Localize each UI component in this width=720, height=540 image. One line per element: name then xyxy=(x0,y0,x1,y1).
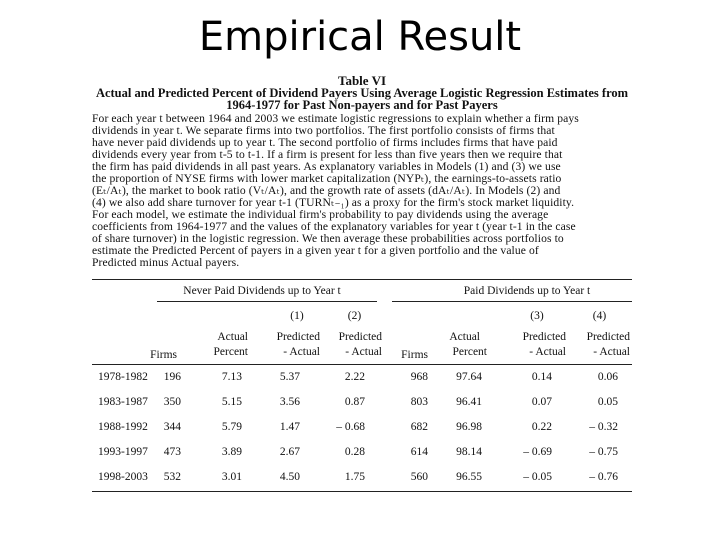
model-2-cell: 2.22 xyxy=(344,371,365,383)
group-header-paid: Paid Dividends up to Year t xyxy=(463,285,591,297)
model-1-cell: 3.56 xyxy=(279,396,300,408)
header-actual-np: Actual xyxy=(217,331,248,343)
description-line: estimate the Predicted Percent of payers in a given year t for a given portfolio and the value of xyxy=(92,245,539,257)
slide-title: Empirical Result xyxy=(198,14,522,60)
model-1-cell: 1.47 xyxy=(279,421,300,433)
description-line: coefficients from 1964-1977 and the values of the explanatory variables for year t (year t-1 in the case xyxy=(92,221,576,233)
model-number-1: (1) xyxy=(290,310,304,322)
header-predicted-3: Predicted xyxy=(522,331,566,343)
model-2-cell: – 0.68 xyxy=(336,421,365,433)
firms-np-cell: 344 xyxy=(163,421,181,433)
header-minus-actual-2: - Actual xyxy=(345,346,382,358)
description-line: dividends every year from t-5 to t-1. If a firm is present for less than five years then we require that xyxy=(92,149,563,161)
model-4-cell: – 0.76 xyxy=(589,471,618,483)
table-label: Table VI xyxy=(337,73,387,88)
model-3-cell: 0.14 xyxy=(531,371,552,383)
period-cell: 1978-1982 xyxy=(98,371,148,383)
table-caption xyxy=(92,87,632,111)
group-underline-paid xyxy=(392,301,632,302)
firms-p-cell: 682 xyxy=(410,421,428,433)
model-3-cell: 0.07 xyxy=(531,396,552,408)
firms-np-cell: 532 xyxy=(163,471,181,483)
actual-p-cell: 98.14 xyxy=(456,446,482,458)
description-line: For each year t between 1964 and 2003 we estimate logistic regressions to explain whether a firm pays xyxy=(92,113,579,125)
description-line: have never paid dividends up to year t. The second portfolio of firms includes firms that have paid xyxy=(92,137,558,149)
scanned-table-image xyxy=(92,74,632,498)
model-3-cell: – 0.05 xyxy=(523,471,552,483)
group-header-never-paid: Never Paid Dividends up to Year t xyxy=(183,285,341,297)
header-firms-p: Firms xyxy=(401,349,428,361)
header-percent-p: Percent xyxy=(452,346,487,358)
description-line: the proportion of NYSE firms with lower market capitalization (NYPₜ), the earnings-to-assets ratio xyxy=(92,173,562,185)
model-3-cell: 0.22 xyxy=(531,421,552,433)
period-cell: 1988-1992 xyxy=(98,421,148,433)
model-2-cell: 0.87 xyxy=(344,396,365,408)
header-minus-actual-4: - Actual xyxy=(593,346,630,358)
model-4-cell: 0.05 xyxy=(597,396,618,408)
description-line: dividends in year t. We separate firms into two portfolios. The first portfolio consists of firms that xyxy=(92,125,555,137)
actual-np-cell: 7.13 xyxy=(221,371,242,383)
header-predicted-4: Predicted xyxy=(586,331,630,343)
model-4-cell: – 0.32 xyxy=(589,421,618,433)
model-number-2: (2) xyxy=(347,310,362,322)
description-line: (Eₜ/Aₜ), the market to book ratio (Vₜ/Aₜ), and the growth rate of assets (dAₜ/Aₜ). In Models (2) and xyxy=(92,185,561,197)
firms-p-cell: 614 xyxy=(410,446,428,458)
header-minus-actual-1: - Actual xyxy=(283,346,320,358)
model-1-cell: 2.67 xyxy=(279,446,300,458)
actual-np-cell: 3.89 xyxy=(221,446,242,458)
header-minus-actual-3: - Actual xyxy=(529,346,566,358)
header-predicted-2: Predicted xyxy=(338,331,382,343)
firms-p-cell: 803 xyxy=(410,396,428,408)
actual-np-cell: 5.15 xyxy=(221,396,242,408)
firms-np-cell: 473 xyxy=(163,446,181,458)
header-percent-np: Percent xyxy=(213,346,248,358)
model-4-cell: – 0.75 xyxy=(589,446,618,458)
model-number-4: (4) xyxy=(592,310,607,322)
header-firms-np: Firms xyxy=(150,349,177,361)
table-bottom-rule xyxy=(92,491,632,492)
description-line: For each model, we estimate the individual firm's probability to pay dividends using the average xyxy=(92,209,549,221)
description-line: Predicted minus Actual payers. xyxy=(92,257,240,269)
model-3-cell: – 0.69 xyxy=(523,446,552,458)
header-predicted-1: Predicted xyxy=(276,331,320,343)
model-1-cell: 4.50 xyxy=(279,471,300,483)
actual-p-cell: 96.98 xyxy=(456,421,482,433)
period-cell: 1993-1997 xyxy=(98,446,148,458)
description-line: (4) we also add share turnover for year t-1 (TURNₜ₋₁) as a proxy for the firm's stock market liquidity. xyxy=(92,197,575,209)
firms-np-cell: 350 xyxy=(163,396,181,408)
firms-p-cell: 968 xyxy=(410,371,428,383)
table-description xyxy=(92,113,632,269)
model-2-cell: 1.75 xyxy=(344,471,365,483)
table-caption-line: Actual and Predicted Percent of Dividend Payers Using Average Logistic Regression Estimates from xyxy=(95,86,629,100)
model-number-3: (3) xyxy=(530,310,544,322)
firms-np-cell: 196 xyxy=(163,371,181,383)
actual-p-cell: 96.55 xyxy=(456,471,482,483)
description-line: of share turnover) in the logistic regression. We then average these probabilities across portfolios to xyxy=(92,233,564,245)
model-1-cell: 5.37 xyxy=(279,371,300,383)
actual-np-cell: 3.01 xyxy=(221,471,242,483)
header-actual-p: Actual xyxy=(449,331,480,343)
firms-p-cell: 560 xyxy=(410,471,428,483)
model-4-cell: 0.06 xyxy=(597,371,618,383)
table-caption-line: 1964-1977 for Past Non-payers and for Past Payers xyxy=(226,98,498,112)
description-line: the firm has paid dividends in all past years. As explanatory variables in Models (1) and (3) we use xyxy=(92,161,561,173)
period-cell: 1998-2003 xyxy=(98,471,148,483)
table-top-rule xyxy=(92,279,632,280)
actual-p-cell: 97.64 xyxy=(456,371,482,383)
table-header-rule xyxy=(92,364,632,365)
model-2-cell: 0.28 xyxy=(344,446,365,458)
group-underline-never-paid xyxy=(157,301,377,302)
actual-p-cell: 96.41 xyxy=(456,396,482,408)
actual-np-cell: 5.79 xyxy=(221,421,242,433)
period-cell: 1983-1987 xyxy=(98,396,148,408)
